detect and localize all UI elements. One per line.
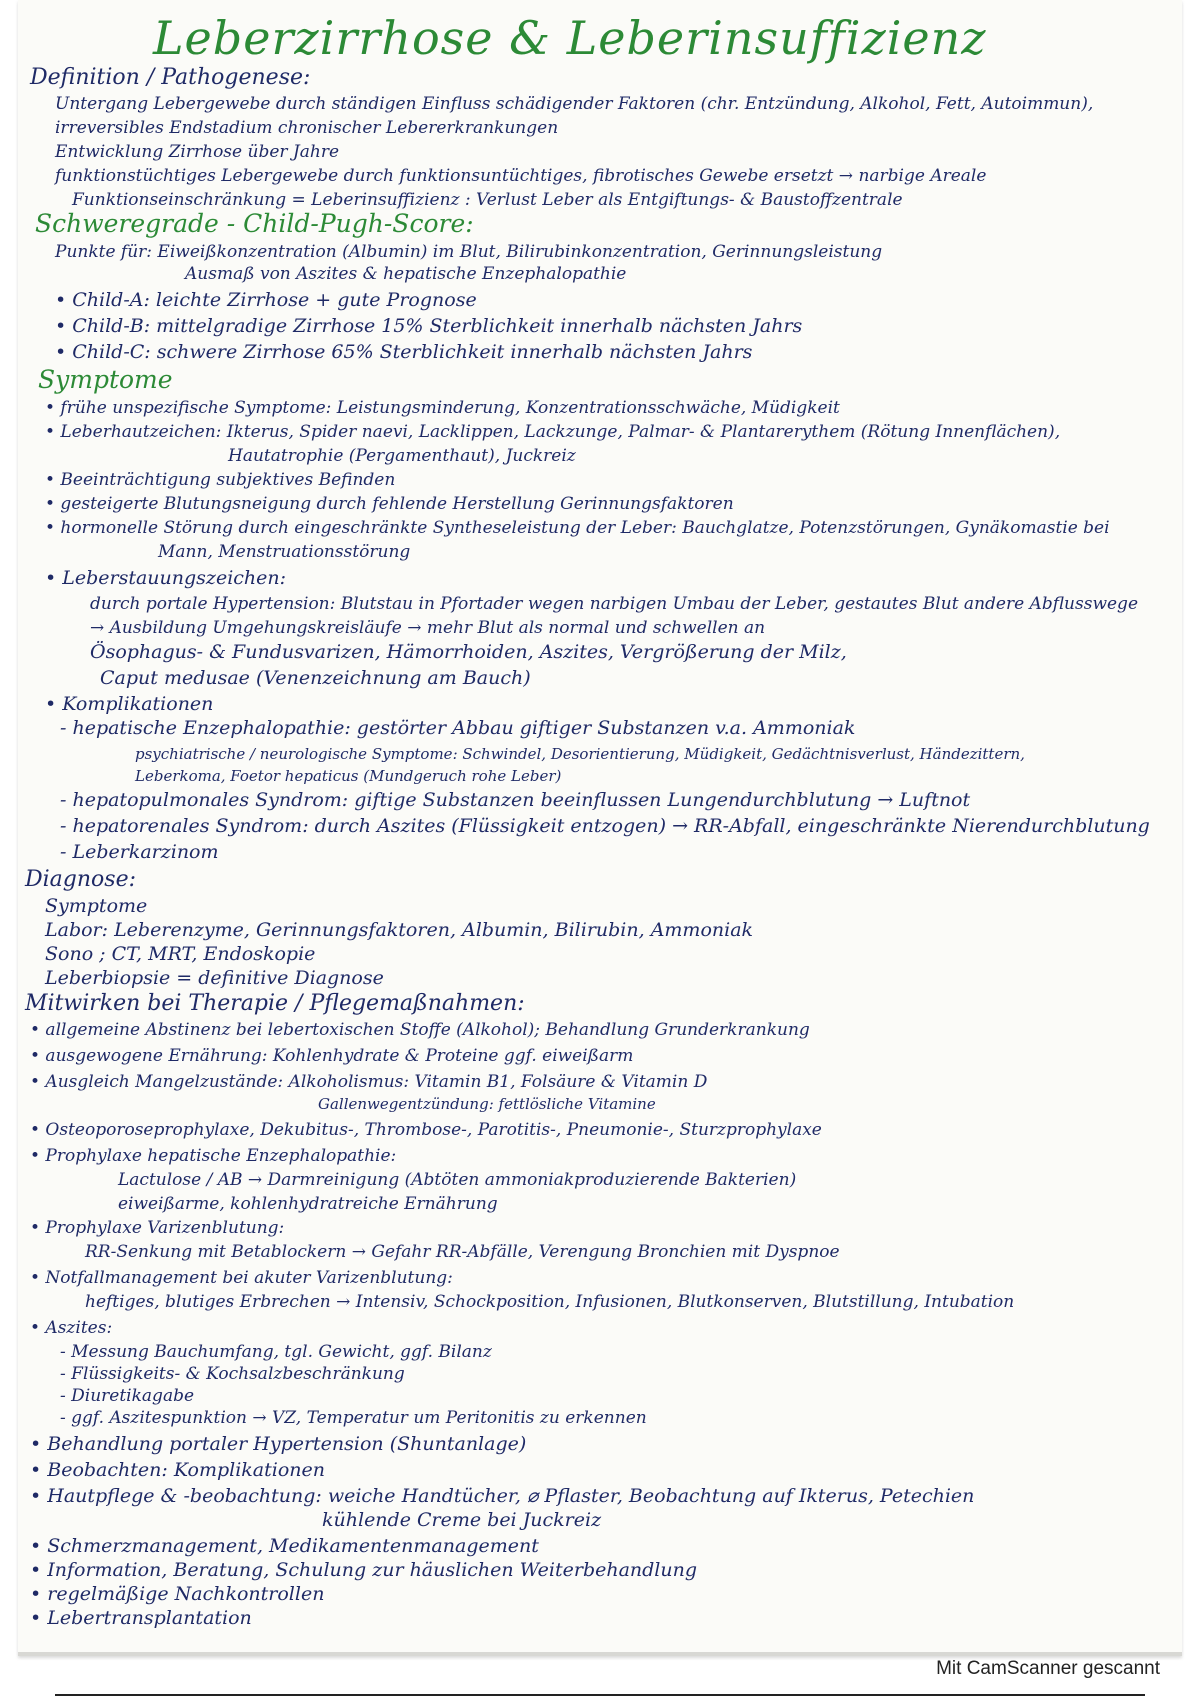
- note-line: Leberkoma, Foetor hepaticus (Mundgeruch rohe Leber): [135, 767, 562, 785]
- note-line: • Information, Beratung, Schulung zur häuslichen Weiterbehandlung: [30, 1559, 698, 1581]
- note-line: - Messung Bauchumfang, tgl. Gewicht, ggf. Bilanz: [60, 1342, 492, 1362]
- note-line: • allgemeine Abstinenz bei lebertoxischen Stoffe (Alkohol); Behandlung Grunderkrankung: [30, 1020, 810, 1040]
- note-line: Symptome: [45, 895, 148, 917]
- note-line: - hepatopulmonales Syndrom: giftige Substanzen beeinflussen Lungendurchblutung → Luftnot: [60, 789, 971, 811]
- note-line: Leberbiopsie = definitive Diagnose: [45, 967, 384, 989]
- note-line: • gesteigerte Blutungsneigung durch fehlende Herstellung Gerinnungsfaktoren: [45, 494, 734, 514]
- note-line: • Beeinträchtigung subjektives Befinden: [45, 470, 396, 490]
- note-line: • Osteoporoseprophylaxe, Dekubitus-, Thrombose-, Parotitis-, Pneumonie-, Sturzprophylaxe: [30, 1120, 822, 1140]
- note-line: • Aszites:: [30, 1318, 113, 1338]
- note-line: irreversibles Endstadium chronischer Lebererkrankungen: [55, 118, 559, 138]
- note-line: • Child-B: mittelgradige Zirrhose 15% Sterblichkeit innerhalb nächsten Jahrs: [55, 315, 803, 337]
- note-line: Ösophagus- & Fundusvarizen, Hämorrhoiden, Aszites, Vergrößerung der Milz,: [90, 641, 847, 663]
- page-title: Leberzirrhose & Leberinsuffizienz: [153, 11, 987, 65]
- note-line: - hepatorenales Syndrom: durch Aszites (Flüssigkeit entzogen) → RR-Abfall, eingeschränkte Nierendurchblutung: [60, 815, 1150, 837]
- note-line: • hormonelle Störung durch eingeschränkte Syntheseleistung der Leber: Bauchglatze, Potenzstörungen, Gynäkomastie bei: [45, 518, 1110, 538]
- note-line: • Lebertransplantation: [30, 1607, 252, 1629]
- note-line: psychiatrische / neurologische Symptome: Schwindel, Desorientierung, Müdigkeit, Gedächtnisverlust, Händezittern,: [135, 745, 1025, 763]
- note-line: funktionstüchtiges Lebergewebe durch funktionsuntüchtiges, fibrotisches Gewebe ersetzt → narbige Areale: [55, 166, 987, 186]
- note-line: • Behandlung portaler Hypertension (Shuntanlage): [30, 1433, 527, 1455]
- note-line: • Leberstauungszeichen:: [45, 567, 287, 589]
- note-line: • Beobachten: Komplikationen: [30, 1459, 325, 1481]
- note-line: Entwicklung Zirrhose über Jahre: [55, 142, 340, 162]
- note-line: - ggf. Aszitespunktion → VZ, Temperatur um Peritonitis zu erkennen: [60, 1408, 647, 1428]
- note-line: Diagnose:: [25, 867, 137, 892]
- note-line: Sono ; CT, MRT, Endoskopie: [45, 943, 316, 965]
- note-line: Gallenwegentzündung: fettlösliche Vitamine: [318, 1095, 656, 1113]
- note-line: Lactulose / AB → Darmreinigung (Abtöten ammoniakproduzierende Bakterien): [118, 1170, 797, 1190]
- note-line: • ausgewogene Ernährung: Kohlenhydrate & Proteine ggf. eiweißarm: [30, 1046, 634, 1066]
- note-line: • Child-A: leichte Zirrhose + gute Prognose: [55, 289, 477, 311]
- note-line: Punkte für: Eiweißkonzentration (Albumin) im Blut, Bilirubinkonzentration, Gerinnungsleistung: [55, 242, 883, 262]
- note-line: - Flüssigkeits- & Kochsalzbeschränkung: [60, 1364, 405, 1384]
- note-line: eiweißarme, kohlenhydratreiche Ernährung: [118, 1194, 498, 1214]
- bottom-rule: [55, 1694, 1145, 1696]
- note-line: Hautatrophie (Pergamenthaut), Juckreiz: [228, 446, 576, 466]
- note-line: Untergang Lebergewebe durch ständigen Einfluss schädigender Faktoren (chr. Entzündung, Alkohol, Fett, Autoimmun),: [55, 94, 1094, 114]
- note-line: • Schmerzmanagement, Medikamentenmanagement: [30, 1535, 539, 1557]
- note-line: • Komplikationen: [45, 693, 214, 715]
- note-line: kühlende Creme bei Juckreiz: [322, 1509, 602, 1531]
- note-line: Mitwirken bei Therapie / Pflegemaßnahmen:: [25, 991, 525, 1016]
- note-line: Symptome: [38, 365, 173, 394]
- note-line: • frühe unspezifische Symptome: Leistungsminderung, Konzentrationsschwäche, Müdigkeit: [45, 398, 840, 418]
- note-line: • Prophylaxe hepatische Enzephalopathie:: [30, 1146, 397, 1166]
- note-line: → Ausbildung Umgehungskreisläufe → mehr Blut als normal und schwellen an: [90, 618, 766, 638]
- note-line: Schweregrade - Child-Pugh-Score:: [35, 209, 474, 238]
- note-line: Mann, Menstruationsstörung: [158, 542, 411, 562]
- note-line: • Hautpflege & -beobachtung: weiche Handtücher, ⌀ Pflaster, Beobachtung auf Ikterus, Petechien: [30, 1485, 975, 1507]
- note-line: - Diuretikagabe: [60, 1386, 195, 1406]
- note-line: heftiges, blutiges Erbrechen → Intensiv, Schockposition, Infusionen, Blutkonserven, Blutstillung, Intubation: [85, 1292, 1015, 1312]
- note-line: Caput medusae (Venenzeichnung am Bauch): [100, 667, 531, 689]
- note-line: Funktionseinschränkung = Leberinsuffizienz : Verlust Leber als Entgiftungs- & Baustoffzentrale: [72, 190, 903, 210]
- note-line: • Ausgleich Mangelzustände: Alkoholismus: Vitamin B1, Folsäure & Vitamin D: [30, 1072, 708, 1092]
- note-line: durch portale Hypertension: Blutstau in Pfortader wegen narbigen Umbau der Leber, gestautes Blut andere Abflusswege: [90, 594, 1138, 614]
- scanner-watermark: Mit CamScanner gescannt: [936, 1658, 1160, 1679]
- note-line: • Child-C: schwere Zirrhose 65% Sterblichkeit innerhalb nächsten Jahrs: [55, 341, 753, 363]
- note-line: • regelmäßige Nachkontrollen: [30, 1583, 325, 1605]
- note-line: - Leberkarzinom: [60, 841, 219, 863]
- note-line: • Notfallmanagement bei akuter Varizenblutung:: [30, 1268, 453, 1288]
- note-line: Ausmaß von Aszites & hepatische Enzephalopathie: [185, 264, 627, 284]
- note-line: Definition / Pathogenese:: [30, 65, 311, 90]
- note-line: - hepatische Enzephalopathie: gestörter Abbau giftiger Substanzen v.a. Ammoniak: [60, 717, 856, 739]
- note-line: • Leberhautzeichen: Ikterus, Spider naevi, Lacklippen, Lackzunge, Palmar- & Plantarerythem (Rötung Innenflächen),: [45, 422, 1061, 442]
- note-line: Labor: Leberenzyme, Gerinnungsfaktoren, Albumin, Bilirubin, Ammoniak: [45, 919, 754, 941]
- note-line: • Prophylaxe Varizenblutung:: [30, 1218, 285, 1238]
- note-line: RR-Senkung mit Betablockern → Gefahr RR-Abfälle, Verengung Bronchien mit Dyspnoe: [85, 1242, 840, 1262]
